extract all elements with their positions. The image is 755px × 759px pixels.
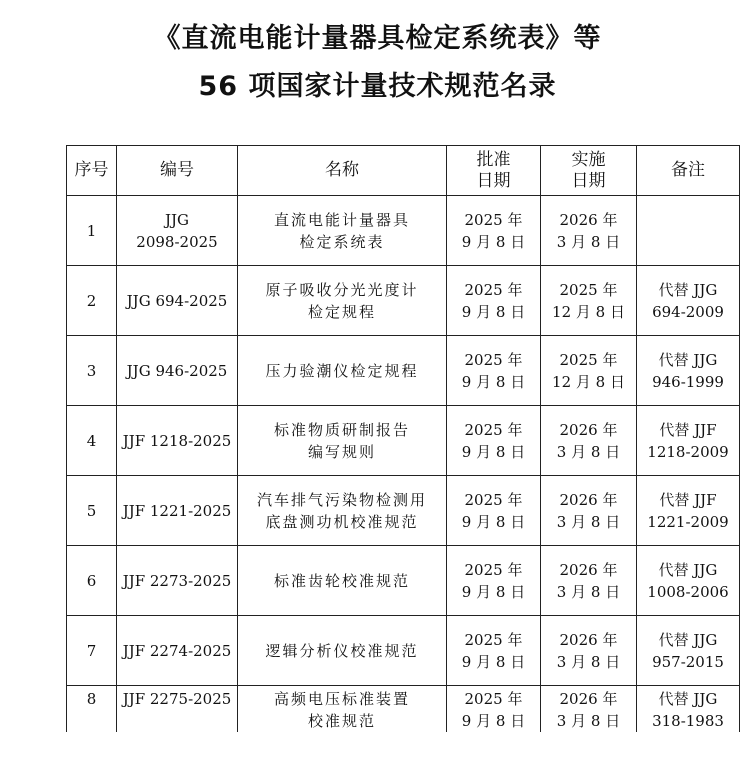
table-row (67, 196, 740, 266)
cell-implement-date-line-1: 2025 年 (559, 350, 618, 369)
table-row (67, 266, 740, 336)
cell-remark-line-1: 代替 JJG (658, 560, 718, 579)
cell-remark-line-2: 318-1983 (652, 712, 724, 730)
standards-table (66, 145, 740, 732)
header-approve-date (447, 146, 541, 196)
cell-code-line-1: JJF 2273-2025 (122, 571, 232, 590)
cell-implement-date (541, 616, 637, 686)
cell-remark (637, 266, 740, 336)
cell-remark-line-1: 代替 JJG (658, 280, 718, 299)
cell-remark (637, 406, 740, 476)
cell-code-line-1: JJG 946-2025 (126, 361, 228, 380)
cell-implement-date (541, 546, 637, 616)
cell-name (238, 336, 447, 406)
cell-remark-line-2: 1008-2006 (647, 582, 729, 601)
header-no: 序号 (67, 146, 117, 196)
cell-name-line-1: 直流电能计量器具 (273, 210, 410, 229)
cell-implement-date-line-2: 3 月 8 日 (556, 512, 621, 531)
cell-remark (637, 336, 740, 406)
cell-approve-date-line-2: 9 月 8 日 (461, 712, 526, 730)
cell-code-line-1: JJF 2274-2025 (122, 641, 232, 660)
table-row (67, 476, 740, 546)
cell-remark (637, 616, 740, 686)
cell-name (238, 686, 447, 733)
table-row (67, 686, 740, 733)
cell-remark-line-2: 694-2009 (652, 302, 724, 321)
cell-no: 2 (67, 266, 117, 336)
cell-approve-date (447, 616, 541, 686)
header-implement-date (541, 146, 637, 196)
cell-approve-date-line-2: 9 月 8 日 (461, 442, 526, 461)
cell-name-line-2: 编写规则 (307, 442, 376, 461)
cell-approve-date (447, 546, 541, 616)
cell-name-line-1: 标准齿轮校准规范 (273, 571, 410, 590)
cell-approve-date-line-1: 2025 年 (464, 420, 523, 439)
cell-implement-date (541, 406, 637, 476)
cell-implement-date-line-1: 2026 年 (559, 690, 618, 708)
cell-remark-line-2: 1218-2009 (647, 442, 729, 461)
cell-approve-date-line-1: 2025 年 (464, 350, 523, 369)
cell-code-line-1: JJF 1221-2025 (122, 501, 232, 520)
header-approve-line-1: 批准 (476, 149, 511, 170)
cell-code (117, 546, 238, 616)
cell-implement-date-line-2: 3 月 8 日 (556, 712, 621, 730)
header-remark: 备注 (637, 146, 740, 196)
cell-approve-date (447, 196, 541, 266)
cell-implement-date (541, 686, 637, 733)
cell-name-line-1: 标准物质研制报告 (273, 420, 410, 439)
cell-approve-date (447, 686, 541, 733)
cell-code (117, 476, 238, 546)
cell-name (238, 196, 447, 266)
cell-remark-line-1: 代替 JJF (659, 490, 717, 509)
cell-approve-date-line-2: 9 月 8 日 (461, 372, 526, 391)
cell-code (117, 196, 238, 266)
document-title-line-1: 《直流电能计量器具检定系统表》等 (153, 23, 602, 54)
header-implement-line-1: 实施 (571, 149, 606, 170)
cell-code (117, 336, 238, 406)
cell-implement-date-line-1: 2026 年 (559, 420, 618, 439)
document-title-line-2: 56 项国家计量技术规范名录 (198, 71, 557, 102)
cell-no: 5 (67, 476, 117, 546)
cell-approve-date-line-1: 2025 年 (464, 630, 523, 649)
cell-approve-date-line-1: 2025 年 (464, 490, 523, 509)
cell-remark (637, 686, 740, 733)
cell-name-line-1: 原子吸收分光光度计 (265, 280, 419, 299)
cell-name-line-1: 逻辑分析仪校准规范 (265, 641, 419, 660)
cell-name-line-1: 压力验潮仪检定规程 (265, 361, 419, 380)
table-row (67, 546, 740, 616)
cell-no: 8 (67, 686, 117, 733)
cell-implement-date-line-1: 2025 年 (559, 280, 618, 299)
cell-implement-date (541, 266, 637, 336)
cell-implement-date (541, 196, 637, 266)
cell-approve-date-line-1: 2025 年 (464, 560, 523, 579)
cell-name-line-2: 检定系统表 (299, 232, 385, 251)
table-row (67, 406, 740, 476)
cell-implement-date (541, 336, 637, 406)
cell-code (117, 266, 238, 336)
cell-code-line-2: 2098-2025 (136, 232, 218, 251)
cell-code-line-1: JJG 694-2025 (126, 291, 228, 310)
cell-name-line-2: 校准规范 (307, 712, 376, 730)
cell-implement-date-line-2: 3 月 8 日 (556, 232, 621, 251)
cell-name-line-2: 底盘测功机校准规范 (265, 512, 419, 531)
cell-no: 6 (67, 546, 117, 616)
table-header-row (67, 146, 740, 196)
cell-name (238, 616, 447, 686)
cell-approve-date-line-1: 2025 年 (464, 280, 523, 299)
cell-remark-line-2: 946-1999 (652, 372, 724, 391)
cell-approve-date-line-1: 2025 年 (464, 690, 523, 708)
cell-implement-date-line-2: 12 月 8 日 (552, 302, 625, 321)
cell-approve-date-line-2: 9 月 8 日 (461, 582, 526, 601)
cell-remark-line-1: 代替 JJG (658, 690, 718, 708)
cell-implement-date-line-1: 2026 年 (559, 560, 618, 579)
cell-remark-line-2: 957-2015 (652, 652, 724, 671)
table-row (67, 616, 740, 686)
cell-no: 3 (67, 336, 117, 406)
cell-approve-date-line-2: 9 月 8 日 (461, 302, 526, 321)
cell-no: 4 (67, 406, 117, 476)
cell-code-line-1: JJF 1218-2025 (122, 431, 232, 450)
header-name: 名称 (238, 146, 447, 196)
cell-approve-date (447, 476, 541, 546)
cell-name (238, 476, 447, 546)
cell-implement-date-line-1: 2026 年 (559, 630, 618, 649)
cell-remark-line-1: 代替 JJG (658, 630, 718, 649)
cell-name (238, 266, 447, 336)
cell-code (117, 616, 238, 686)
cell-name (238, 546, 447, 616)
cell-implement-date-line-2: 3 月 8 日 (556, 652, 621, 671)
cell-code (117, 406, 238, 476)
cell-remark (637, 196, 740, 266)
cell-name-line-1: 汽车排气污染物检测用 (256, 490, 427, 509)
cell-implement-date-line-1: 2026 年 (559, 490, 618, 509)
cell-implement-date (541, 476, 637, 546)
cell-name (238, 406, 447, 476)
cell-implement-date-line-2: 12 月 8 日 (552, 372, 625, 391)
header-code: 编号 (117, 146, 238, 196)
cell-remark (637, 546, 740, 616)
cell-remark (637, 476, 740, 546)
cell-code (117, 686, 238, 733)
cell-approve-date-line-1: 2025 年 (464, 210, 523, 229)
table-row (67, 336, 740, 406)
cell-code-line-1: JJF 2275-2025 (122, 690, 232, 708)
cell-code-line-1: JJG (164, 210, 189, 229)
cell-approve-date-line-2: 9 月 8 日 (461, 512, 526, 531)
cell-implement-date-line-1: 2026 年 (559, 210, 618, 229)
header-implement-line-2: 日期 (571, 170, 606, 191)
header-approve-line-2: 日期 (476, 170, 511, 191)
cell-approve-date (447, 406, 541, 476)
cell-remark-line-2: 1221-2009 (647, 512, 729, 531)
cell-approve-date (447, 336, 541, 406)
cell-approve-date-line-2: 9 月 8 日 (461, 232, 526, 251)
cell-no: 1 (67, 196, 117, 266)
cell-implement-date-line-2: 3 月 8 日 (556, 442, 621, 461)
cell-approve-date-line-2: 9 月 8 日 (461, 652, 526, 671)
cell-name-line-1: 高频电压标准装置 (273, 690, 410, 708)
cell-implement-date-line-2: 3 月 8 日 (556, 582, 621, 601)
cell-approve-date (447, 266, 541, 336)
cell-remark-line-1: 代替 JJF (659, 420, 717, 439)
cell-remark-line-1: 代替 JJG (658, 350, 718, 369)
cell-name-line-2: 检定规程 (307, 302, 376, 321)
cell-no: 7 (67, 616, 117, 686)
